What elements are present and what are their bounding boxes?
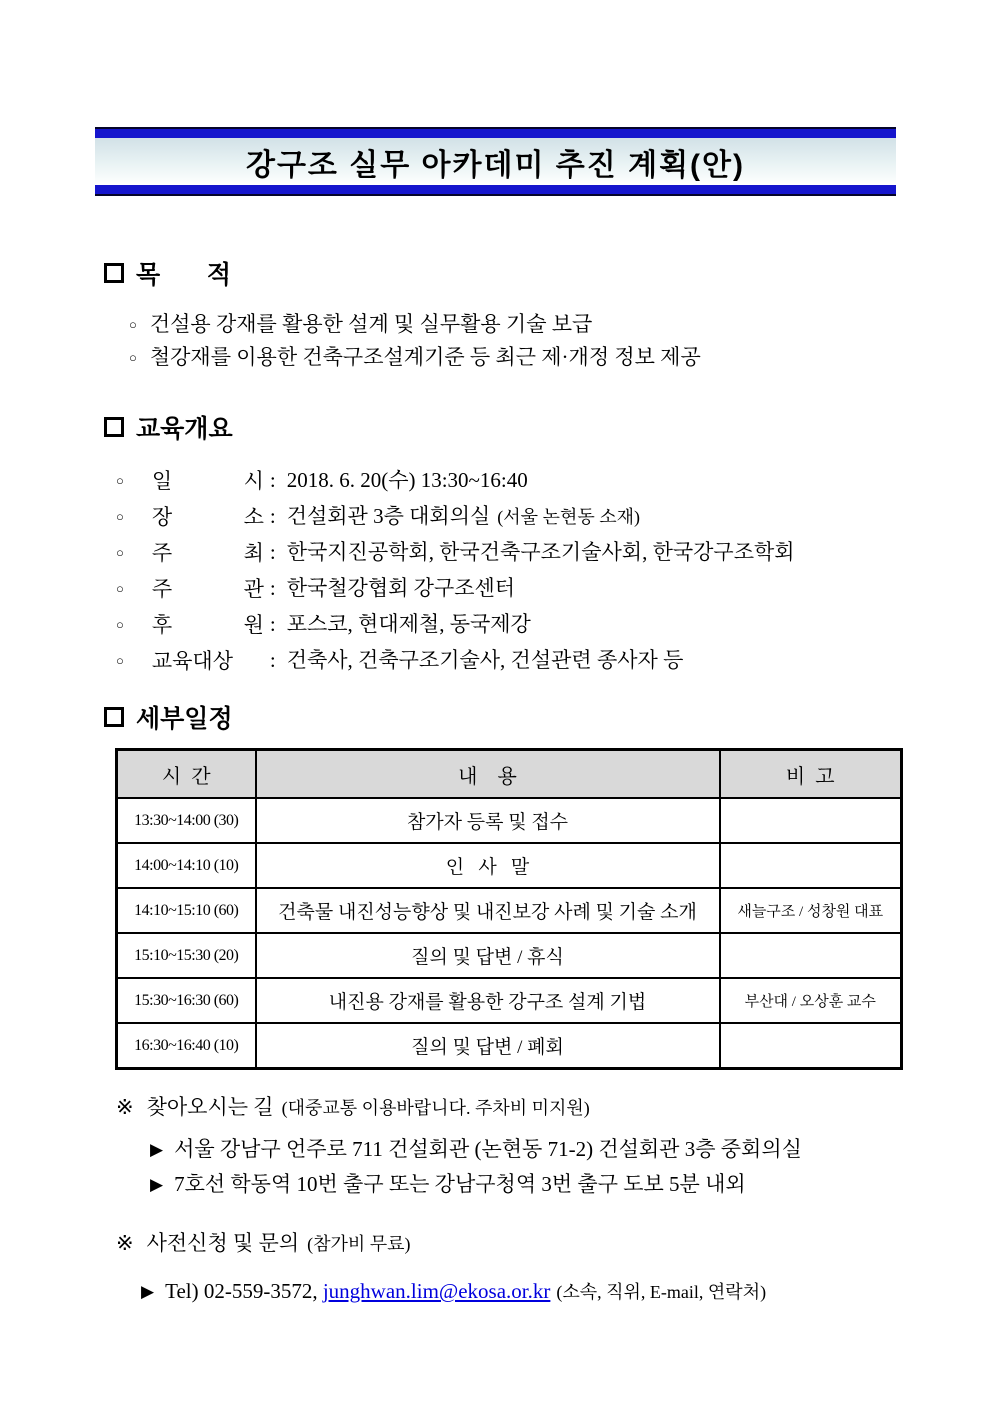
circle-bullet-icon: ○ bbox=[116, 509, 124, 524]
list-item bbox=[116, 607, 802, 643]
section-directions bbox=[104, 1092, 802, 1202]
directions-list bbox=[104, 1132, 802, 1202]
circle-bullet-icon: ○ bbox=[116, 473, 124, 488]
overview-item-value: 한국지진공학회, 한국건축구조기술사회, 한국강구조학회 bbox=[286, 540, 795, 564]
list-item bbox=[116, 535, 802, 571]
square-bullet-icon bbox=[104, 263, 124, 283]
schedule-time-cell: 15:10~15:30 (20) bbox=[117, 933, 256, 978]
column-header-remark: 비 고 bbox=[720, 750, 902, 799]
overview-item-label: 후 원 bbox=[151, 613, 264, 637]
schedule-content-cell: 인 사 말 bbox=[256, 843, 720, 888]
circle-bullet-icon: ○ bbox=[129, 317, 137, 332]
schedule-content-cell: 질의 및 답변 / 폐회 bbox=[256, 1023, 720, 1069]
purpose-heading bbox=[104, 258, 701, 288]
schedule-time-cell: 16:30~16:40 (10) bbox=[117, 1023, 256, 1069]
colon: : bbox=[269, 576, 276, 600]
circle-bullet-icon: ○ bbox=[129, 350, 137, 365]
circle-bullet-icon: ○ bbox=[116, 581, 124, 596]
schedule-remark-cell bbox=[720, 1023, 902, 1069]
section-schedule bbox=[104, 702, 903, 1070]
directions-title: 찾아오시는 길 bbox=[146, 1095, 274, 1119]
table-header-row bbox=[117, 750, 902, 799]
overview-item-value: 포스코, 현대제철, 동국제강 bbox=[286, 612, 531, 636]
square-bullet-icon bbox=[104, 417, 124, 437]
column-header-time: 시 간 bbox=[117, 750, 256, 799]
overview-heading-label: 교육개요 bbox=[136, 415, 233, 443]
directions-item-text: 서울 강남구 언주로 711 건설회관 (논현동 71-2) 건설회관 3층 중회의실 bbox=[174, 1137, 802, 1161]
overview-item-list bbox=[104, 463, 802, 679]
schedule-time-cell: 15:30~16:30 (60) bbox=[117, 978, 256, 1023]
schedule-content-cell: 질의 및 답변 / 휴식 bbox=[256, 933, 720, 978]
overview-item-value: 건설회관 3층 대회의실 bbox=[286, 504, 491, 528]
purpose-bullet-text: 철강재를 이용한 건축구조설계기준 등 최근 제·개정 정보 제공 bbox=[149, 345, 701, 369]
overview-item-note: (서울 논현동 소재) bbox=[497, 507, 640, 527]
overview-item-value: 2018. 6. 20(수) 13:30~16:40 bbox=[286, 468, 528, 492]
schedule-heading-label: 세부일정 bbox=[136, 705, 233, 733]
table-row bbox=[117, 978, 902, 1023]
directions-heading bbox=[104, 1092, 802, 1123]
reference-mark-icon: ※ bbox=[116, 1095, 134, 1119]
arrow-bullet-icon: ▶ bbox=[141, 1282, 155, 1301]
overview-item-label: 일 시 bbox=[151, 469, 264, 493]
column-header-content: 내 용 bbox=[256, 750, 720, 799]
square-bullet-icon bbox=[104, 707, 124, 727]
directions-item-text: 7호선 학동역 10번 출구 또는 강남구청역 3번 출구 도보 5분 내외 bbox=[174, 1172, 746, 1196]
section-overview bbox=[104, 412, 802, 679]
schedule-remark-cell bbox=[720, 843, 902, 888]
page-title: 강구조 실무 아카데미 추진 계획(안) bbox=[245, 148, 746, 182]
table-row bbox=[117, 1023, 902, 1069]
circle-bullet-icon: ○ bbox=[116, 617, 124, 632]
table-row bbox=[117, 933, 902, 978]
schedule-remark-cell: 새늘구조 / 성창원 대표 bbox=[720, 888, 902, 933]
section-purpose bbox=[104, 258, 701, 374]
overview-item-label: 주 관 bbox=[151, 577, 264, 601]
list-item bbox=[150, 1167, 802, 1202]
overview-item-label: 교육대상 bbox=[151, 649, 234, 673]
schedule-time-cell: 14:00~14:10 (10) bbox=[117, 843, 256, 888]
title-banner bbox=[95, 127, 896, 196]
colon: : bbox=[269, 468, 276, 492]
list-item bbox=[129, 341, 701, 374]
list-item bbox=[150, 1132, 802, 1167]
schedule-content-cell: 내진용 강재를 활용한 강구조 설계 기법 bbox=[256, 978, 720, 1023]
colon: : bbox=[269, 504, 276, 528]
purpose-bullet-list bbox=[104, 308, 701, 374]
purpose-bullet-text: 건설용 강재를 활용한 설계 및 실무활용 기술 보급 bbox=[149, 312, 593, 336]
list-item bbox=[116, 499, 802, 535]
arrow-bullet-icon: ▶ bbox=[150, 1140, 164, 1159]
contact-line bbox=[104, 1274, 766, 1309]
colon: : bbox=[269, 540, 276, 564]
list-item bbox=[129, 308, 701, 341]
purpose-heading-label: 목 적 bbox=[136, 261, 231, 289]
table-row bbox=[117, 798, 902, 843]
overview-heading bbox=[104, 412, 802, 442]
arrow-bullet-icon: ▶ bbox=[150, 1175, 164, 1194]
schedule-table bbox=[115, 748, 903, 1070]
contact-title-note: (참가비 무료) bbox=[307, 1234, 411, 1254]
contact-title: 사전신청 및 문의 bbox=[146, 1231, 300, 1255]
overview-item-label: 장 소 bbox=[151, 505, 264, 529]
colon: : bbox=[269, 612, 276, 636]
banner-top-rule bbox=[95, 127, 896, 138]
contact-email-note: (소속, 직위, E-mail, 연락처) bbox=[556, 1282, 767, 1302]
contact-tel: Tel) 02-559-3572, bbox=[165, 1279, 318, 1303]
schedule-remark-cell bbox=[720, 798, 902, 843]
colon: : bbox=[269, 648, 276, 672]
reference-mark-icon: ※ bbox=[116, 1231, 134, 1255]
directions-title-note: (대중교통 이용바랍니다. 주차비 미지원) bbox=[281, 1098, 590, 1118]
list-item bbox=[116, 643, 802, 679]
schedule-remark-cell bbox=[720, 933, 902, 978]
schedule-remark-cell: 부산대 / 오상훈 교수 bbox=[720, 978, 902, 1023]
overview-item-value: 건축사, 건축구조기술사, 건설관련 종사자 등 bbox=[286, 648, 684, 672]
list-item bbox=[116, 463, 802, 499]
table-row bbox=[117, 843, 902, 888]
circle-bullet-icon: ○ bbox=[116, 653, 124, 668]
contact-heading bbox=[104, 1228, 766, 1259]
banner-body bbox=[95, 138, 896, 185]
schedule-time-cell: 13:30~14:00 (30) bbox=[117, 798, 256, 843]
list-item bbox=[116, 571, 802, 607]
schedule-content-cell: 참가자 등록 및 접수 bbox=[256, 798, 720, 843]
schedule-content-cell: 건축물 내진성능향상 및 내진보강 사례 및 기술 소개 bbox=[256, 888, 720, 933]
banner-bottom-rule bbox=[95, 185, 896, 196]
section-contact bbox=[104, 1228, 766, 1309]
email-link[interactable]: junghwan.lim@ekosa.or.kr bbox=[322, 1279, 551, 1303]
overview-item-value: 한국철강협회 강구조센터 bbox=[286, 576, 516, 600]
circle-bullet-icon: ○ bbox=[116, 545, 124, 560]
schedule-heading bbox=[104, 702, 903, 732]
overview-item-label: 주 최 bbox=[151, 541, 264, 565]
table-row bbox=[117, 888, 902, 933]
schedule-time-cell: 14:10~15:10 (60) bbox=[117, 888, 256, 933]
